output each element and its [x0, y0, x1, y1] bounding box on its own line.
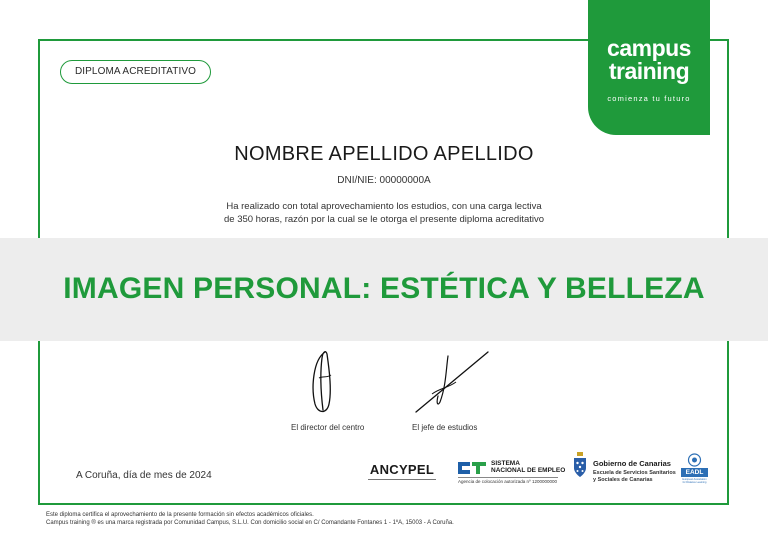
gob-line3: y Sociales de Canarias [593, 477, 653, 483]
footer-legal [46, 511, 454, 527]
diploma-badge: DIPLOMA ACREDITATIVO [60, 60, 211, 84]
signature-director-icon [305, 348, 345, 418]
footer-line2: Campus training ® es una marca registrada por Comunidad Campus, S.L.U. Con domicilio social en C/ Comandante Fontanes 1 - 1ºA, 15003 - A Coruña. [46, 520, 454, 526]
description-line1: Ha realizado con total aprovechamiento los estudios, con una carga lectiva [226, 201, 542, 212]
director-label: El director del centro [291, 423, 365, 432]
sne-line1: SISTEMA [491, 460, 520, 467]
sne-divider [458, 477, 558, 478]
canarias-crest-icon [573, 452, 587, 478]
sne-logo [458, 459, 566, 485]
eadl-text: EADL [681, 468, 708, 477]
signature-jefe-icon [410, 348, 492, 416]
place-date: A Coruña, día de mes de 2024 [76, 470, 212, 481]
eadl-logo [681, 453, 708, 484]
gob-line1: Gobierno de Canarias [593, 459, 671, 468]
gob-line2: Escuela de Servicios Sanitarios [593, 470, 676, 476]
sne-line2: NACIONAL DE EMPLEO [491, 467, 566, 474]
recipient-name: NOMBRE APELLIDO APELLIDO [234, 143, 534, 165]
course-title: IMAGEN PERSONAL: ESTÉTICA Y BELLEZA [63, 272, 705, 305]
gob-subtitle [593, 470, 676, 484]
sne-line3: Agencia de colocación autorizada nº 1200000000 [458, 479, 557, 484]
eadl-subtitle: European Association for Distance Learning [682, 478, 707, 484]
ancypel-logo [366, 461, 438, 483]
logo-line2: training [608, 58, 690, 84]
logo-tagline: comienza tu futuro [607, 94, 691, 103]
ancypel-underline [368, 479, 436, 480]
footer-line1: Este diploma certifica el aprovechamiento de la presente formación sin efectos académicos oficiales. [46, 512, 314, 518]
gobierno-canarias-logo [573, 452, 676, 486]
recipient-dni: DNI/NIE: 00000000A [337, 175, 431, 186]
logo-line1: campus [607, 35, 691, 61]
recipient-description [0, 200, 768, 226]
eadl-emblem-icon [687, 453, 702, 467]
campus-training-logo [588, 0, 710, 135]
jefe-label: El jefe de estudios [412, 423, 478, 432]
ancypel-text: ANCYPEL [369, 462, 435, 477]
description-line2: de 350 horas, razón por la cual se le otorga el presente diploma acreditativo [223, 214, 545, 225]
sne-mark-icon [458, 460, 486, 476]
